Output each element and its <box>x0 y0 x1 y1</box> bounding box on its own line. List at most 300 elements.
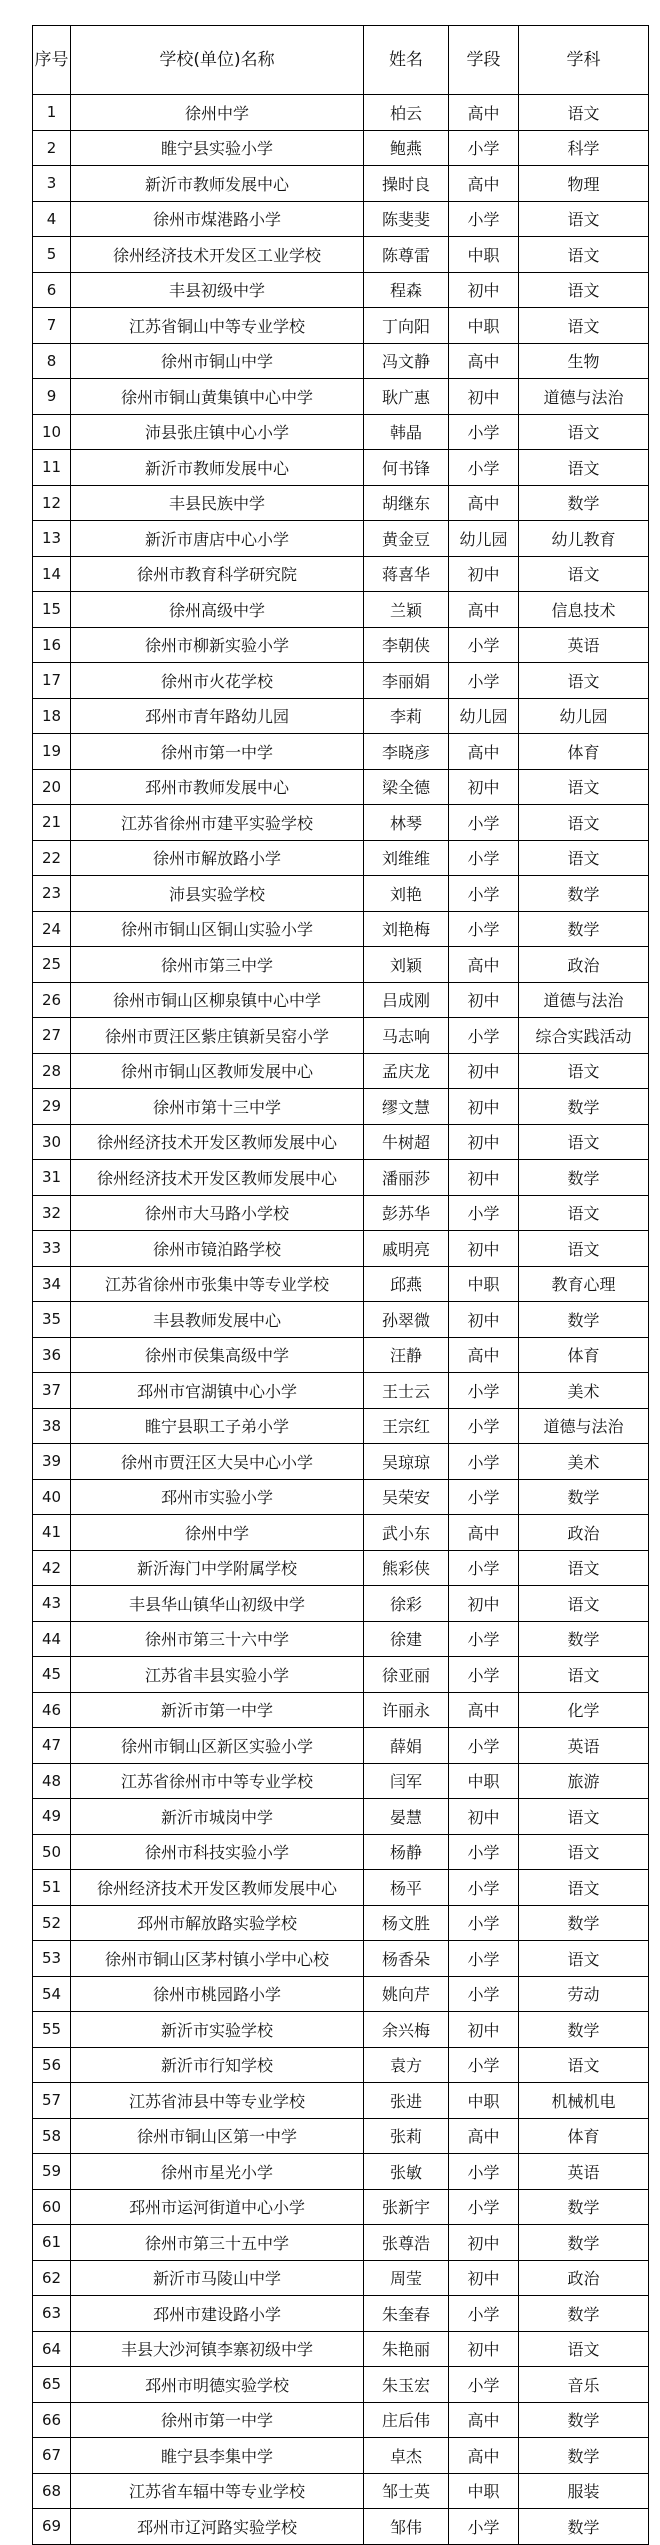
cell-subject: 语文 <box>519 2047 649 2083</box>
cell-seq: 18 <box>33 698 71 734</box>
table-row <box>33 485 649 521</box>
cell-subject: 体育 <box>519 1337 649 1373</box>
cell-stage: 高中 <box>449 95 519 131</box>
cell-subject: 道德与法治 <box>519 379 649 415</box>
cell-name: 张尊浩 <box>364 2225 449 2261</box>
cell-name: 李朝侠 <box>364 627 449 663</box>
cell-stage: 小学 <box>449 1195 519 1231</box>
cell-subject: 语文 <box>519 1834 649 1870</box>
table-row <box>33 2260 649 2296</box>
cell-stage: 小学 <box>449 840 519 876</box>
cell-seq: 24 <box>33 911 71 947</box>
cell-seq: 14 <box>33 556 71 592</box>
cell-name: 耿广惠 <box>364 379 449 415</box>
cell-school: 丰县教师发展中心 <box>71 1302 364 1338</box>
cell-stage: 小学 <box>449 1444 519 1480</box>
cell-school: 邳州市建设路小学 <box>71 2296 364 2332</box>
cell-subject: 语文 <box>519 201 649 237</box>
table-row <box>33 1266 649 1302</box>
table-row <box>33 237 649 273</box>
cell-seq: 57 <box>33 2083 71 2119</box>
cell-name: 彭苏华 <box>364 1195 449 1231</box>
cell-stage: 小学 <box>449 1905 519 1941</box>
cell-name: 庄后伟 <box>364 2402 449 2438</box>
cell-name: 刘艳 <box>364 876 449 912</box>
cell-subject: 语文 <box>519 1124 649 1160</box>
cell-seq: 48 <box>33 1763 71 1799</box>
table-row <box>33 556 649 592</box>
table-row <box>33 201 649 237</box>
cell-stage: 小学 <box>449 2367 519 2403</box>
table-row <box>33 1763 649 1799</box>
table-row <box>33 1337 649 1373</box>
cell-subject: 语文 <box>519 663 649 699</box>
cell-stage: 小学 <box>449 876 519 912</box>
cell-school: 江苏省铜山中等专业学校 <box>71 308 364 344</box>
cell-seq: 17 <box>33 663 71 699</box>
cell-subject: 旅游 <box>519 1763 649 1799</box>
cell-school: 江苏省丰县实验小学 <box>71 1657 364 1693</box>
cell-name: 潘丽莎 <box>364 1160 449 1196</box>
cell-school: 邳州市解放路实验学校 <box>71 1905 364 1941</box>
cell-stage: 小学 <box>449 1976 519 2012</box>
cell-seq: 9 <box>33 379 71 415</box>
cell-seq: 52 <box>33 1905 71 1941</box>
cell-stage: 初中 <box>449 2331 519 2367</box>
cell-seq: 4 <box>33 201 71 237</box>
cell-stage: 高中 <box>449 2118 519 2154</box>
cell-seq: 2 <box>33 130 71 166</box>
cell-school: 江苏省徐州市建平实验学校 <box>71 805 364 841</box>
cell-school: 睢宁县李集中学 <box>71 2438 364 2474</box>
table-row <box>33 2438 649 2474</box>
cell-seq: 69 <box>33 2509 71 2545</box>
cell-seq: 12 <box>33 485 71 521</box>
cell-seq: 66 <box>33 2402 71 2438</box>
cell-subject: 语文 <box>519 1870 649 1906</box>
cell-school: 徐州市星光小学 <box>71 2154 364 2190</box>
cell-subject: 语文 <box>519 1941 649 1977</box>
cell-name: 吕成刚 <box>364 982 449 1018</box>
cell-stage: 小学 <box>449 627 519 663</box>
cell-subject: 教育心理 <box>519 1266 649 1302</box>
cell-stage: 初中 <box>449 556 519 592</box>
cell-school: 徐州市第一中学 <box>71 734 364 770</box>
cell-seq: 32 <box>33 1195 71 1231</box>
cell-subject: 英语 <box>519 1728 649 1764</box>
cell-name: 兰颖 <box>364 592 449 628</box>
table-row <box>33 2225 649 2261</box>
cell-school: 徐州市侯集高级中学 <box>71 1337 364 1373</box>
cell-school: 徐州市贾汪区大吴中心小学 <box>71 1444 364 1480</box>
cell-seq: 53 <box>33 1941 71 1977</box>
table-row <box>33 2509 649 2545</box>
cell-seq: 50 <box>33 1834 71 1870</box>
table-row <box>33 1621 649 1657</box>
cell-name: 邹伟 <box>364 2509 449 2545</box>
cell-school: 徐州市铜山区茅村镇小学中心校 <box>71 1941 364 1977</box>
cell-seq: 13 <box>33 521 71 557</box>
cell-subject: 数学 <box>519 1302 649 1338</box>
table-row <box>33 1302 649 1338</box>
cell-stage: 初中 <box>449 2260 519 2296</box>
cell-name: 鲍燕 <box>364 130 449 166</box>
cell-name: 丁向阳 <box>364 308 449 344</box>
cell-subject: 数学 <box>519 2402 649 2438</box>
table-row <box>33 876 649 912</box>
cell-stage: 小学 <box>449 2189 519 2225</box>
cell-school: 徐州经济技术开发区教师发展中心 <box>71 1870 364 1906</box>
cell-school: 徐州市科技实验小学 <box>71 1834 364 1870</box>
cell-name: 牛树超 <box>364 1124 449 1160</box>
cell-stage: 初中 <box>449 379 519 415</box>
cell-name: 孟庆龙 <box>364 1053 449 1089</box>
cell-seq: 31 <box>33 1160 71 1196</box>
cell-seq: 43 <box>33 1586 71 1622</box>
cell-stage: 小学 <box>449 1550 519 1586</box>
cell-subject: 数学 <box>519 1089 649 1125</box>
cell-subject: 音乐 <box>519 2367 649 2403</box>
cell-stage: 小学 <box>449 1018 519 1054</box>
table-row <box>33 1053 649 1089</box>
cell-subject: 科学 <box>519 130 649 166</box>
cell-subject: 体育 <box>519 2118 649 2154</box>
cell-subject: 语文 <box>519 805 649 841</box>
cell-subject: 幼儿园 <box>519 698 649 734</box>
cell-subject: 数学 <box>519 1160 649 1196</box>
cell-school: 邳州市教师发展中心 <box>71 769 364 805</box>
cell-school: 徐州市第十三中学 <box>71 1089 364 1125</box>
table-row <box>33 698 649 734</box>
cell-subject: 体育 <box>519 734 649 770</box>
table-row <box>33 805 649 841</box>
cell-school: 新沂市教师发展中心 <box>71 450 364 486</box>
table-row <box>33 592 649 628</box>
table-row <box>33 1728 649 1764</box>
cell-seq: 63 <box>33 2296 71 2332</box>
cell-stage: 高中 <box>449 343 519 379</box>
cell-subject: 语文 <box>519 1657 649 1693</box>
cell-subject: 道德与法治 <box>519 1408 649 1444</box>
cell-school: 江苏省车辐中等专业学校 <box>71 2473 364 2509</box>
table-row <box>33 414 649 450</box>
cell-seq: 42 <box>33 1550 71 1586</box>
cell-seq: 56 <box>33 2047 71 2083</box>
cell-school: 江苏省徐州市中等专业学校 <box>71 1763 364 1799</box>
table-row <box>33 272 649 308</box>
cell-name: 李丽娟 <box>364 663 449 699</box>
cell-name: 何书锋 <box>364 450 449 486</box>
table-row <box>33 1799 649 1835</box>
cell-subject: 数学 <box>519 485 649 521</box>
table-row <box>33 840 649 876</box>
cell-stage: 初中 <box>449 272 519 308</box>
cell-stage: 中职 <box>449 2083 519 2119</box>
cell-school: 徐州市铜山区柳泉镇中心中学 <box>71 982 364 1018</box>
cell-name: 杨静 <box>364 1834 449 1870</box>
cell-school: 徐州市贾汪区紫庄镇新吴窑小学 <box>71 1018 364 1054</box>
cell-school: 丰县大沙河镇李寨初级中学 <box>71 2331 364 2367</box>
cell-school: 徐州市第三中学 <box>71 947 364 983</box>
table-row <box>33 947 649 983</box>
cell-subject: 语文 <box>519 450 649 486</box>
cell-seq: 26 <box>33 982 71 1018</box>
cell-seq: 35 <box>33 1302 71 1338</box>
cell-school: 徐州市大马路小学校 <box>71 1195 364 1231</box>
cell-school: 邳州市青年路幼儿园 <box>71 698 364 734</box>
cell-name: 操时良 <box>364 166 449 202</box>
cell-name: 邱燕 <box>364 1266 449 1302</box>
cell-subject: 语文 <box>519 556 649 592</box>
cell-subject: 生物 <box>519 343 649 379</box>
cell-name: 汪静 <box>364 1337 449 1373</box>
cell-name: 程森 <box>364 272 449 308</box>
table-row <box>33 1231 649 1267</box>
cell-school: 徐州市第三十五中学 <box>71 2225 364 2261</box>
cell-school: 睢宁县实验小学 <box>71 130 364 166</box>
table-row <box>33 1195 649 1231</box>
table-row <box>33 1941 649 1977</box>
table-row <box>33 1515 649 1551</box>
cell-stage: 高中 <box>449 2438 519 2474</box>
cell-school: 徐州中学 <box>71 95 364 131</box>
table-row <box>33 95 649 131</box>
table-row <box>33 911 649 947</box>
cell-name: 胡继东 <box>364 485 449 521</box>
table-row <box>33 2402 649 2438</box>
cell-school: 徐州市铜山中学 <box>71 343 364 379</box>
cell-stage: 初中 <box>449 1586 519 1622</box>
cell-school: 丰县华山镇华山初级中学 <box>71 1586 364 1622</box>
cell-school: 徐州市桃园路小学 <box>71 1976 364 2012</box>
cell-name: 吴琼琼 <box>364 1444 449 1480</box>
cell-subject: 数学 <box>519 1621 649 1657</box>
cell-stage: 小学 <box>449 450 519 486</box>
cell-seq: 8 <box>33 343 71 379</box>
cell-subject: 语文 <box>519 1550 649 1586</box>
cell-seq: 68 <box>33 2473 71 2509</box>
cell-seq: 61 <box>33 2225 71 2261</box>
cell-school: 邳州市辽河路实验学校 <box>71 2509 364 2545</box>
table-row <box>33 663 649 699</box>
cell-stage: 小学 <box>449 1621 519 1657</box>
cell-seq: 37 <box>33 1373 71 1409</box>
cell-school: 徐州经济技术开发区教师发展中心 <box>71 1160 364 1196</box>
cell-stage: 小学 <box>449 1834 519 1870</box>
header-stage: 学段 <box>449 26 519 95</box>
cell-school: 徐州经济技术开发区教师发展中心 <box>71 1124 364 1160</box>
table-row <box>33 1692 649 1728</box>
cell-stage: 初中 <box>449 1160 519 1196</box>
cell-subject: 综合实践活动 <box>519 1018 649 1054</box>
cell-subject: 英语 <box>519 627 649 663</box>
cell-name: 张莉 <box>364 2118 449 2154</box>
cell-stage: 初中 <box>449 1231 519 1267</box>
table-row <box>33 2473 649 2509</box>
cell-name: 王宗红 <box>364 1408 449 1444</box>
table-row <box>33 2118 649 2154</box>
cell-name: 冯文静 <box>364 343 449 379</box>
cell-school: 新沂市马陵山中学 <box>71 2260 364 2296</box>
cell-seq: 20 <box>33 769 71 805</box>
cell-name: 余兴梅 <box>364 2012 449 2048</box>
cell-school: 邳州市运河街道中心小学 <box>71 2189 364 2225</box>
cell-name: 张新宇 <box>364 2189 449 2225</box>
roster-table-container <box>32 25 648 2545</box>
table-row <box>33 1444 649 1480</box>
cell-subject: 数学 <box>519 2012 649 2048</box>
cell-stage: 小学 <box>449 1728 519 1764</box>
cell-seq: 54 <box>33 1976 71 2012</box>
cell-name: 李莉 <box>364 698 449 734</box>
cell-name: 张敏 <box>364 2154 449 2190</box>
cell-name: 晏慧 <box>364 1799 449 1835</box>
table-row <box>33 1373 649 1409</box>
cell-seq: 51 <box>33 1870 71 1906</box>
cell-subject: 语文 <box>519 272 649 308</box>
cell-subject: 化学 <box>519 1692 649 1728</box>
cell-name: 熊彩侠 <box>364 1550 449 1586</box>
cell-seq: 7 <box>33 308 71 344</box>
cell-subject: 数学 <box>519 2438 649 2474</box>
table-row <box>33 2367 649 2403</box>
cell-seq: 34 <box>33 1266 71 1302</box>
cell-seq: 44 <box>33 1621 71 1657</box>
cell-stage: 初中 <box>449 2225 519 2261</box>
cell-name: 柏云 <box>364 95 449 131</box>
cell-seq: 1 <box>33 95 71 131</box>
cell-stage: 小学 <box>449 805 519 841</box>
cell-subject: 语文 <box>519 1586 649 1622</box>
cell-subject: 数学 <box>519 2509 649 2545</box>
cell-name: 袁方 <box>364 2047 449 2083</box>
cell-seq: 25 <box>33 947 71 983</box>
cell-name: 朱艳丽 <box>364 2331 449 2367</box>
cell-name: 杨平 <box>364 1870 449 1906</box>
cell-seq: 36 <box>33 1337 71 1373</box>
table-body <box>33 95 649 2545</box>
cell-stage: 中职 <box>449 237 519 273</box>
cell-stage: 高中 <box>449 1692 519 1728</box>
cell-school: 徐州市第三十六中学 <box>71 1621 364 1657</box>
cell-school: 江苏省徐州市张集中等专业学校 <box>71 1266 364 1302</box>
cell-school: 邳州市官湖镇中心小学 <box>71 1373 364 1409</box>
cell-seq: 38 <box>33 1408 71 1444</box>
cell-seq: 19 <box>33 734 71 770</box>
cell-stage: 小学 <box>449 2047 519 2083</box>
cell-stage: 小学 <box>449 2509 519 2545</box>
cell-seq: 41 <box>33 1515 71 1551</box>
cell-stage: 初中 <box>449 1053 519 1089</box>
cell-stage: 初中 <box>449 769 519 805</box>
cell-subject: 数学 <box>519 1479 649 1515</box>
cell-school: 徐州经济技术开发区工业学校 <box>71 237 364 273</box>
cell-name: 陈斐斐 <box>364 201 449 237</box>
cell-seq: 47 <box>33 1728 71 1764</box>
cell-school: 睢宁县职工子弟小学 <box>71 1408 364 1444</box>
cell-school: 徐州高级中学 <box>71 592 364 628</box>
cell-seq: 65 <box>33 2367 71 2403</box>
cell-seq: 22 <box>33 840 71 876</box>
cell-seq: 40 <box>33 1479 71 1515</box>
table-row <box>33 308 649 344</box>
cell-name: 徐亚丽 <box>364 1657 449 1693</box>
cell-school: 徐州市第一中学 <box>71 2402 364 2438</box>
cell-stage: 初中 <box>449 1089 519 1125</box>
cell-name: 刘颖 <box>364 947 449 983</box>
cell-subject: 语文 <box>519 1799 649 1835</box>
cell-subject: 服装 <box>519 2473 649 2509</box>
cell-school: 江苏省沛县中等专业学校 <box>71 2083 364 2119</box>
cell-seq: 28 <box>33 1053 71 1089</box>
cell-school: 沛县张庄镇中心小学 <box>71 414 364 450</box>
cell-stage: 小学 <box>449 663 519 699</box>
table-row <box>33 1479 649 1515</box>
cell-name: 陈尊雷 <box>364 237 449 273</box>
table-row <box>33 1905 649 1941</box>
cell-stage: 中职 <box>449 1266 519 1302</box>
cell-seq: 55 <box>33 2012 71 2048</box>
cell-subject: 语文 <box>519 769 649 805</box>
cell-subject: 语文 <box>519 95 649 131</box>
cell-subject: 英语 <box>519 2154 649 2190</box>
cell-subject: 语文 <box>519 414 649 450</box>
cell-seq: 11 <box>33 450 71 486</box>
table-row <box>33 982 649 1018</box>
cell-school: 新沂市实验学校 <box>71 2012 364 2048</box>
cell-subject: 美术 <box>519 1444 649 1480</box>
cell-subject: 数学 <box>519 911 649 947</box>
cell-stage: 初中 <box>449 1302 519 1338</box>
cell-name: 周莹 <box>364 2260 449 2296</box>
cell-seq: 10 <box>33 414 71 450</box>
table-row <box>33 1408 649 1444</box>
header-subject: 学科 <box>519 26 649 95</box>
cell-stage: 高中 <box>449 485 519 521</box>
cell-school: 新沂市教师发展中心 <box>71 166 364 202</box>
cell-subject: 物理 <box>519 166 649 202</box>
cell-seq: 29 <box>33 1089 71 1125</box>
table-row <box>33 1160 649 1196</box>
cell-school: 邳州市实验小学 <box>71 1479 364 1515</box>
table-row <box>33 2047 649 2083</box>
table-row <box>33 343 649 379</box>
cell-school: 徐州市铜山区教师发展中心 <box>71 1053 364 1089</box>
table-header-row <box>33 26 649 95</box>
cell-seq: 59 <box>33 2154 71 2190</box>
cell-stage: 小学 <box>449 1941 519 1977</box>
header-school: 学校(单位)名称 <box>71 26 364 95</box>
cell-seq: 16 <box>33 627 71 663</box>
cell-school: 邳州市明德实验学校 <box>71 2367 364 2403</box>
cell-seq: 27 <box>33 1018 71 1054</box>
cell-subject: 数学 <box>519 876 649 912</box>
cell-name: 梁全德 <box>364 769 449 805</box>
cell-subject: 政治 <box>519 1515 649 1551</box>
cell-school: 新沂市第一中学 <box>71 1692 364 1728</box>
cell-name: 杨香朵 <box>364 1941 449 1977</box>
cell-stage: 小学 <box>449 130 519 166</box>
cell-stage: 小学 <box>449 2154 519 2190</box>
cell-name: 姚向芹 <box>364 1976 449 2012</box>
cell-seq: 6 <box>33 272 71 308</box>
table-row <box>33 2083 649 2119</box>
cell-subject: 语文 <box>519 237 649 273</box>
cell-name: 徐建 <box>364 1621 449 1657</box>
cell-stage: 中职 <box>449 308 519 344</box>
cell-seq: 23 <box>33 876 71 912</box>
cell-school: 新沂海门中学附属学校 <box>71 1550 364 1586</box>
